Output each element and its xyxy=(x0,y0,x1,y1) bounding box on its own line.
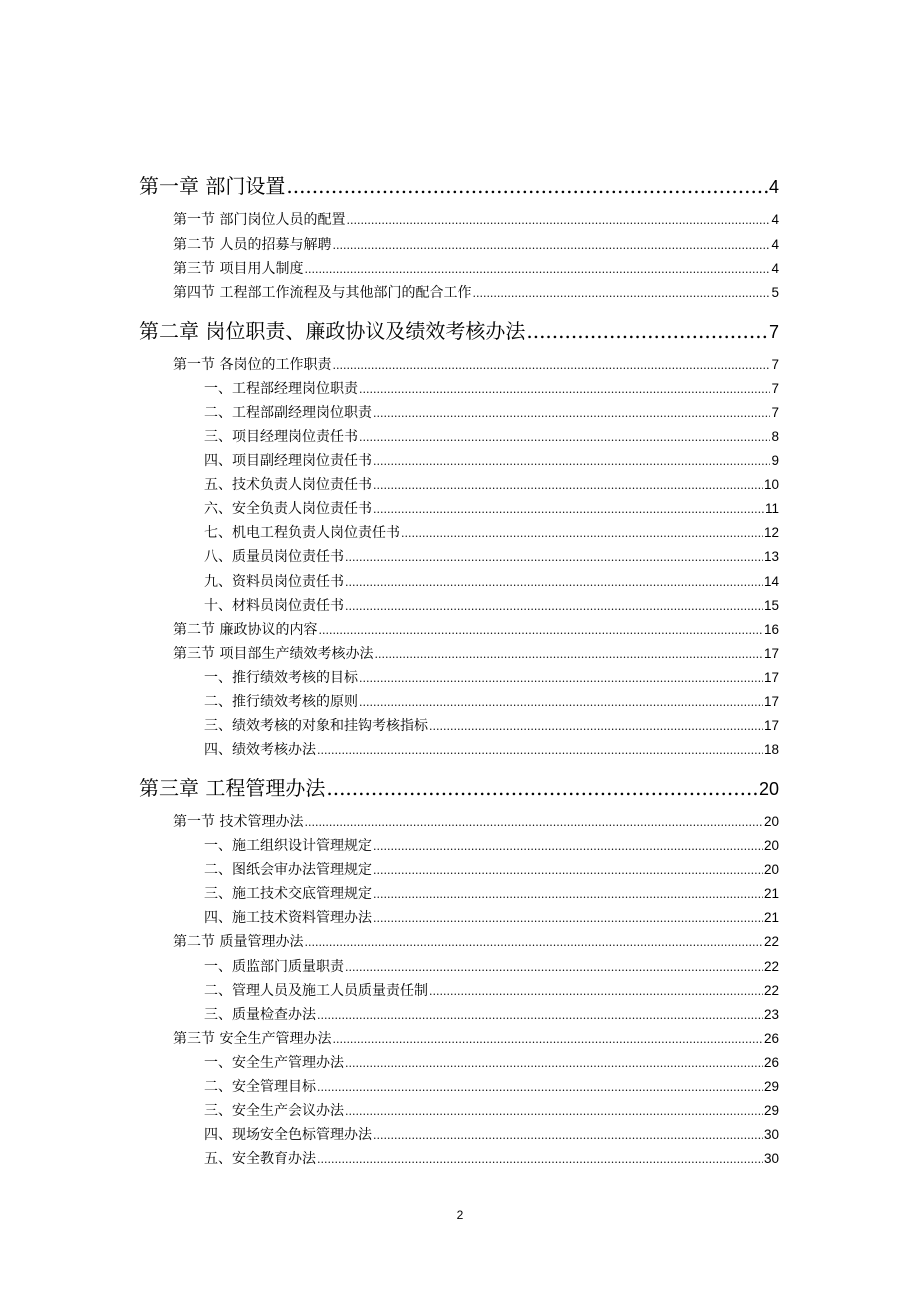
toc-item[interactable] xyxy=(204,835,779,855)
toc-entry-page: 29 xyxy=(763,1103,779,1118)
toc-entry-page: 20 xyxy=(763,838,779,853)
toc-item[interactable] xyxy=(204,667,779,687)
toc-section[interactable] xyxy=(173,643,779,663)
toc-entry-title: 三、质量检查办法 xyxy=(204,1007,316,1023)
toc-entry-page: 14 xyxy=(763,574,779,589)
toc-entry-page: 26 xyxy=(763,1055,779,1070)
toc-entry-page: 20 xyxy=(763,862,779,877)
toc-entry-title: 第一节 各岗位的工作职责 xyxy=(173,357,332,373)
toc-entry-page: 18 xyxy=(763,742,779,757)
toc-entry-title: 三、安全生产会议办法 xyxy=(204,1103,344,1119)
toc-entry-page: 7 xyxy=(771,405,779,420)
dot-leader xyxy=(373,888,763,901)
toc-entry-title: 二、推行绩效考核的原则 xyxy=(204,694,358,710)
toc-entry-page: 17 xyxy=(763,718,779,733)
toc-entry-title: 八、质量员岗位责任书 xyxy=(204,549,344,565)
toc-item[interactable] xyxy=(204,1148,779,1168)
toc-item[interactable] xyxy=(204,1124,779,1144)
toc-entry-title: 六、安全负责人岗位责任书 xyxy=(204,501,372,517)
toc-entry-title: 第二节 质量管理办法 xyxy=(173,934,304,950)
toc-entry-page: 29 xyxy=(763,1079,779,1094)
toc-entry-title: 二、图纸会审办法管理规定 xyxy=(204,862,372,878)
toc-entry-title: 十、材料员岗位责任书 xyxy=(204,598,344,614)
toc-entry-title: 第一章 部门设置 xyxy=(139,174,286,198)
dot-leader xyxy=(373,840,763,853)
toc-entry-page: 30 xyxy=(763,1151,779,1166)
dot-leader xyxy=(286,174,768,198)
toc-entry-page: 30 xyxy=(763,1127,779,1142)
toc-entry-title: 三、施工技术交底管理规定 xyxy=(204,886,372,902)
dot-leader xyxy=(359,431,770,444)
dot-leader xyxy=(373,864,763,877)
toc-entry-page: 20 xyxy=(763,814,779,829)
toc-section[interactable] xyxy=(173,209,779,229)
toc-entry-title: 九、资料员岗位责任书 xyxy=(204,574,344,590)
toc-item[interactable] xyxy=(204,546,779,566)
toc-entry-title: 第二节 廉政协议的内容 xyxy=(173,622,318,638)
toc-entry-page: 11 xyxy=(764,501,779,516)
toc-entry-page: 4 xyxy=(768,177,779,197)
dot-leader xyxy=(332,359,770,372)
toc-entry-page: 8 xyxy=(771,429,779,444)
dot-leader xyxy=(373,1129,763,1142)
dot-leader xyxy=(359,672,763,685)
toc-entry-page: 22 xyxy=(763,959,779,974)
dot-leader xyxy=(345,576,763,589)
toc-section[interactable] xyxy=(173,931,779,951)
toc-item[interactable] xyxy=(204,571,779,591)
dot-leader xyxy=(317,1153,763,1166)
dot-leader xyxy=(332,1033,763,1046)
dot-leader xyxy=(345,961,763,974)
dot-leader xyxy=(317,1009,763,1022)
dot-leader xyxy=(429,985,763,998)
toc-item[interactable] xyxy=(204,883,779,903)
toc-entry-title: 三、绩效考核的对象和挂钩考核指标 xyxy=(204,718,428,734)
toc-item[interactable] xyxy=(204,378,779,398)
toc-entry-title: 第三节 项目部生产绩效考核办法 xyxy=(173,646,374,662)
dot-leader xyxy=(429,720,763,733)
dot-leader xyxy=(318,624,763,637)
toc-item[interactable] xyxy=(204,595,779,615)
toc-entry-page: 4 xyxy=(771,261,779,276)
dot-leader xyxy=(345,1057,763,1070)
toc-section[interactable] xyxy=(173,619,779,639)
toc-entry-title: 第三章 工程管理办法 xyxy=(139,776,326,800)
toc-item[interactable] xyxy=(204,402,779,422)
toc-entry-page: 22 xyxy=(763,934,779,949)
dot-leader xyxy=(359,383,770,396)
toc-entry-page: 17 xyxy=(763,646,779,661)
dot-leader xyxy=(317,744,763,757)
toc-item[interactable] xyxy=(204,474,779,494)
toc-section[interactable] xyxy=(173,354,779,374)
toc-entry-page: 26 xyxy=(763,1031,779,1046)
toc-entry-title: 四、施工技术资料管理办法 xyxy=(204,910,372,926)
dot-leader xyxy=(373,455,770,468)
toc-item[interactable] xyxy=(204,859,779,879)
toc-entry-page: 4 xyxy=(771,237,779,252)
toc-entry-title: 二、工程部副经理岗位职责 xyxy=(204,405,372,421)
dot-leader xyxy=(304,936,763,949)
toc-item[interactable] xyxy=(204,715,779,735)
dot-leader xyxy=(373,407,770,420)
dot-leader xyxy=(345,600,763,613)
toc-item[interactable] xyxy=(204,450,779,470)
toc-entry-title: 一、施工组织设计管理规定 xyxy=(204,838,372,854)
toc-entry-title: 一、质监部门质量职责 xyxy=(204,959,344,975)
dot-leader xyxy=(317,1081,763,1094)
toc-section[interactable] xyxy=(173,258,779,278)
toc-entry-page: 21 xyxy=(763,910,779,925)
toc-entry-page: 4 xyxy=(771,212,779,227)
toc-item[interactable] xyxy=(204,1052,779,1072)
toc-entry-page: 16 xyxy=(763,622,779,637)
toc-section[interactable] xyxy=(173,282,779,302)
toc-entry-title: 第一节 技术管理办法 xyxy=(173,814,304,830)
dot-leader xyxy=(346,214,770,227)
toc-entry-page: 7 xyxy=(771,357,779,372)
dot-leader xyxy=(374,648,763,661)
toc-entry-title: 五、技术负责人岗位责任书 xyxy=(204,477,372,493)
dot-leader xyxy=(401,527,763,540)
toc-entry-title: 二、安全管理目标 xyxy=(204,1079,316,1095)
dot-leader xyxy=(304,263,770,276)
toc-entry-title: 第一节 部门岗位人员的配置 xyxy=(173,212,346,228)
toc-entry-page: 22 xyxy=(763,983,779,998)
toc-entry-title: 七、机电工程负责人岗位责任书 xyxy=(204,525,400,541)
dot-leader xyxy=(373,503,764,516)
toc-entry-page: 23 xyxy=(763,1007,779,1022)
toc-entry-title: 五、安全教育办法 xyxy=(204,1151,316,1167)
toc-item[interactable] xyxy=(204,522,779,542)
toc-entry-page: 7 xyxy=(771,381,779,396)
toc-entry-title: 三、项目经理岗位责任书 xyxy=(204,429,358,445)
dot-leader xyxy=(304,816,763,829)
dot-leader xyxy=(373,912,763,925)
toc-entry-page: 13 xyxy=(763,549,779,564)
dot-leader xyxy=(359,696,763,709)
toc-entry-page: 21 xyxy=(763,886,779,901)
page-number: 2 xyxy=(456,1208,464,1222)
toc-entry-title: 第二章 岗位职责、廉政协议及绩效考核办法 xyxy=(139,319,526,343)
toc-entry-page: 17 xyxy=(763,694,779,709)
toc-entry-title: 第二节 人员的招募与解聘 xyxy=(173,237,332,253)
toc-entry-page: 20 xyxy=(758,779,779,799)
toc-entry-page: 7 xyxy=(768,322,779,342)
dot-leader xyxy=(326,776,758,800)
toc-entry-title: 第三节 项目用人制度 xyxy=(173,261,304,277)
toc-entry-page: 17 xyxy=(763,670,779,685)
toc-entry-title: 一、安全生产管理办法 xyxy=(204,1055,344,1071)
toc-item[interactable] xyxy=(204,1076,779,1096)
toc-item[interactable] xyxy=(204,980,779,1000)
toc-entry-title: 一、推行绩效考核的目标 xyxy=(204,670,358,686)
toc-entry-title: 第三节 安全生产管理办法 xyxy=(173,1031,332,1047)
dot-leader xyxy=(345,551,763,564)
toc-entry-title: 第四节 工程部工作流程及与其他部门的配合工作 xyxy=(173,285,472,301)
toc-chapter[interactable] xyxy=(139,315,779,343)
dot-leader xyxy=(373,479,763,492)
toc-entry-title: 四、项目副经理岗位责任书 xyxy=(204,453,372,469)
dot-leader xyxy=(472,287,770,300)
toc-section[interactable] xyxy=(173,234,779,254)
toc-entry-title: 四、绩效考核办法 xyxy=(204,742,316,758)
toc-item[interactable] xyxy=(204,498,779,518)
toc-item[interactable] xyxy=(204,907,779,927)
toc-item[interactable] xyxy=(204,691,779,711)
toc-entry-title: 一、工程部经理岗位职责 xyxy=(204,381,358,397)
toc-chapter[interactable] xyxy=(139,170,779,198)
toc-item[interactable] xyxy=(204,426,779,446)
dot-leader xyxy=(332,239,770,252)
toc-chapter[interactable] xyxy=(139,772,779,800)
toc-entry-page: 10 xyxy=(763,477,779,492)
toc-entry-page: 5 xyxy=(771,285,779,300)
dot-leader xyxy=(526,319,768,343)
toc-entry-title: 二、管理人员及施工人员质量责任制 xyxy=(204,983,428,999)
toc-item[interactable] xyxy=(204,1100,779,1120)
toc-item[interactable] xyxy=(204,956,779,976)
toc-entry-title: 四、现场安全色标管理办法 xyxy=(204,1127,372,1143)
toc-entry-page: 9 xyxy=(771,453,779,468)
toc-item[interactable] xyxy=(204,1004,779,1024)
toc-section[interactable] xyxy=(173,811,779,831)
toc-section[interactable] xyxy=(173,1028,779,1048)
dot-leader xyxy=(345,1105,763,1118)
toc-entry-page: 15 xyxy=(763,598,779,613)
toc-entry-page: 12 xyxy=(763,525,779,540)
toc-item[interactable] xyxy=(204,739,779,759)
